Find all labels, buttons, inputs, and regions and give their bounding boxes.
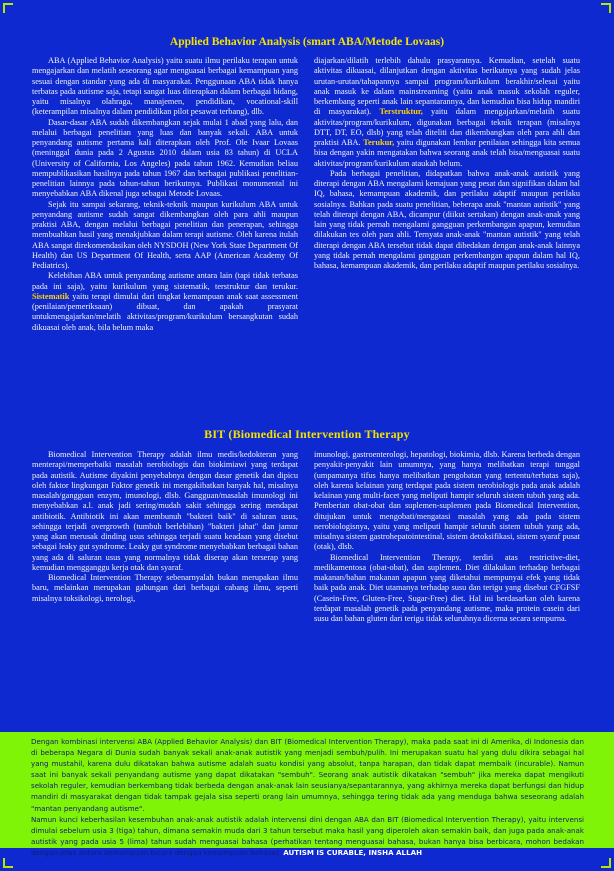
aba-paragraph: Sejak itu sampai sekarang, teknik-teknik maupun kurikulum ABA untuk penyandang autisme sudah sangat dikembangkan oleh para ahli maupun praktisi ABA, dengan melalui berbagai penelitian dan penerapan, sehingga membuahkan hasil yang menakjubkan dalam terapi autisme. Oleh karena itulah ABA sangat direkomendasikan oleh NYSDOH (New York State Department Of Health) dan US Department Of Health, serta AAP (American Academy Of Pediatrics). <box>32 199 298 270</box>
aba-paragraph: Pada berbagai penelitian, didapatkan bahwa anak-anak autistik yang diterapi dengan ABA mengalami kemajuan yang pesat dan signifikan dalam hal IQ, bahasa, kemampuan akademik, dan perilaku adaptif maupun perilaku sosialnya. Bahkan pada suatu penelitian, beberapa anak "mantan autistik" yang telah diterapi dengan ABA, dicampur (diikut sertakan) dengan anak-anak yang lain yang tidak pernah mengalami gangguan perkembangan apapun, kemudian dilakukan tes oleh para ahli. Ternyata anak-anak "mantan autistik" yang telah diterapi dengan ABA tersebut tidak dapat dibedakan dengan anak-anak lainnya yang tidak pernah mengalami gangguan perkembangan apapun dalam hal IQ, bahasa, kemampuan akademik, dan perilaku adaptif maupun perilaku sosialnya. <box>314 168 580 270</box>
conclusion-paragraph <box>31 814 584 858</box>
aba-continuation-text: diajarkan/dilatih terlebih dahulu prasyaratnya. Kemudian, setelah suatu aktivitas dikuasai, dilanjutkan dengan aktivitas berikutnya yang sudah jelas urutan-urutan/tahapannya sampai program/kurikulum berakhir/selesai yaitu anak masuk ke dalam mainstreaming (yaitu anak masuk sekolah reguler, berkembang seperti anak lain sepantarannya, dan kemudian bisa hidup mandiri di masyarakat). <box>314 56 580 117</box>
corner-mark-top-left <box>3 3 13 13</box>
bit-paragraph: imunologi, gastroenterologi, hepatologi, biokimia, dlsb. Karena berbeda dengan penyakit-penyakit lain umumnya, yang hanya melibatkan terapi tunggal (umpamanya tifus hanya melibatkan pengobatan yang tertentu/terbatas saja), oleh karena kelainan yang terdapat pada sistem nerobiologis pada anak adalah kelainan yang multi-facet yang meliputi hampir seluruh sistem tubuh yang ada. Pemberian obat-obat dan suplemen-suplemen pada Biomedical Intervention, ditujukan untuk mengobati/mengatasi masalah yang ada pada sistem nerobiologisnya, yaitu yang meliputi hampir seluruh sistem tubuh yang ada, misalnya sistem gastrohepatointestinal, sistem detoksifikasi, sistem syaraf pusat (otak), dlsb. <box>314 450 580 552</box>
highlight-terstruktur: Terstruktur, <box>379 107 423 117</box>
conclusion-paragraph: Dengan kombinasi intervensi ABA (Applied Behavior Analysis) dan BIT (Biomedical Intervention Therapy), maka pada saat ini di Amerika, di Indonesia dan di beberapa Negara di Dunia sudah banyak sekali anak-anak autistik yang menjadi sembuh/pulih. Ini merupakan suatu hal yang dulu dikira sebagai hal yang mustahil, karena dulu dikatakan bahwa autisme adalah suatu kondisi yang absolut, tanpa harapan, dan tidak dapat membaik (incurable). Namun saat ini banyak sekali penyandang autisme yang dapat dikatakan "sembuh". Seorang anak autistik dikatakan "sembuh" jika mereka dapat mengikuti sekolah reguler, kemudian berkembang tidak berbeda dengan anak-anak lain seusianya/sepantarannya, yang akhirnya mereka dapat berfungsi dan hidup mandiri di masyarakat dengan tidak tampak gejala sisa seperti orang lain umumnya, sehingga tering tidak ada yang menduga bahwa seseorang adalah "mantan penyandang autisme". <box>31 737 584 813</box>
bit-paragraph: Biomedical Intervention Therapy sebenarnyalah bukan merupakan ilmu baru, melainkan merupakan gabungan dari berbagai cabang ilmu, seperti misalnya toksikologi, nerologi, <box>32 573 298 603</box>
highlight-sistematik: Sistematik <box>32 291 70 301</box>
corner-mark-top-right <box>601 3 611 13</box>
aba-paragraph <box>314 56 580 169</box>
aba-left-column <box>32 56 298 333</box>
bit-right-column <box>314 450 580 624</box>
bit-paragraph: Biomedical Intervention Therapy adalah ilmu medis/kedokteran yang menterapi/memperbaiki masalah nerobiologis dan biokimiawi yang terdapat pada autistik. Autisme diyakini penyebabnya dengan dasar genetik dan dipicu oleh faktor lingkungan Faktor genetik ini mengakibatkan banyak hal, misalnya masalah/gangguan enzym, imunologi, dlsb. Gangguan/masalah imunologi ini menyebabkan a.l. anak jadi sering/mudah sakit sehingga sering mendapat antibiotik. Antibiotik ini akan membunuh "bakteri baik" di saluran usus, sehingga terjadi overgrowth (tumbuh berlebihan) "bakteri jahat" dan jamur yang akan merusak dinding usus sehingga terjadi suatu keadaan yang disebut sebagai leaky gut syndrome. Leaky gut syndrome menyebabkan berbagai bahan yang ada di saluran usus yang normalnya tidak diserap akan terserap yang kemudian mengganggu kerja otak dan syaraf. <box>32 450 298 572</box>
curable-slogan: AUTISM IS CURABLE, INSHA ALLAH <box>283 847 423 857</box>
terukur-text: yaitu digunakan lembar penilaian sehingga kita semua bisa dengan yakin mengatakan bahwa seorang anak telah bisa/menguasai suatu aktivitas/program/kurikulum ataukah belum. <box>314 138 581 168</box>
aba-advantages-text: Kelebihan ABA untuk penyandang autisme antara lain (tapi tidak terbatas pada ini saja), yaitu kurikulum yang sistematik, terstruktur dan terukur. <box>32 271 298 291</box>
aba-section-title: Applied Behavior Analysis (smart ABA/Metode Lovaas) <box>169 36 445 48</box>
sistematik-text: yaitu terapi dimulai dari tingkat kemampuan anak saat assessment (penilaian/pemeriksaan) dibuat, dan apakah prasyarat untuk <box>32 291 298 322</box>
bit-section-title: BIT (Biomedical Intervention Therapy <box>204 427 410 441</box>
aba-paragraph: ABA (Applied Behavior Analysis) yaitu suatu ilmu perilaku terapan untuk mengajarkan dan melatih seseorang agar menguasai berbagai kemampuan yang sesuai dengan standar yang ada di masyarakat. Penggunaan ABA tidak hanya terbatas pada autisme saja, tetapi sangat luas diterapkan dalam berbagai bidang, yaitu misalnya olahraga, manajemen, pendidikan, vocational-skill (keterampilan misalnya dalam pendidikan pilot pesawat terbang), dlb. <box>32 56 298 117</box>
terstruktur-text: yaitu dalam mengajarkan/melatih suatu aktivitas/program/kurikulum, digunakan berbagai teknik terapan (misalnya DTT, DT, EO, dlsb) yang telah diteliti dan dikembangkan oleh para ahli dan praktisi ABA. <box>314 107 580 147</box>
bit-left-column <box>32 450 298 604</box>
bit-paragraph: Biomedical Intervention Therapy, terdiri atas restrictive-diet, medikamentosa (obat-obat), dan suplemen. Diet dilakukan terhadap berbagai makanan/bahan makanan apapun yang diketahui mempunyai efek yang tidak baik pada anak. Diet utamanya terhadap susu dan terigu yang disebut CFGFSF (Casein-Free, Gluten-Free, Sugar-Free) diet. Hal ini berdasarkan oleh karena terdapat masalah genetik pada penyandang autisme, maka protein casein dari susu dan bahan gluten dari terigu tidak seluruhnya dicerna secara sempurna. <box>314 552 580 623</box>
aba-paragraph: Dasar-dasar ABA sudah dikembangkan sejak mulai 1 abad yang lalu, dan melalui berbagai penelitian yang luas dan banyak sekali. ABA untuk penyandang autisme pertama kali diterapkan oleh Prof. Ole Ivaar Lovaas (meninggal dunia pada 2 Agustus 2010 dalam usia 83 tahun) di UCLA (University of California, Los Angeles) pada tahun 1962. Kemudian beliau mempublikasikan hasilnya pada tahun 1967 dan berbagai publikasi penelitian-penelitian lainnya pada tahun-tahun berikutnya. Publikasi monumental ini menyebabkan ABA dikenal juga sebagai Metode Lovaas. <box>32 117 298 199</box>
highlight-terukur: Terukur, <box>363 138 395 147</box>
conclusion-box <box>0 732 614 857</box>
corner-mark-bottom-left <box>3 858 13 868</box>
conclusion-text: Namun kunci keberhasilan kesembuhan anak-anak autistik adalah intervensi dini dengan ABA dan BIT (Biomedical Intervention Therapy), yaitu intervensi dimulai sebelum usia 3 (tiga) tahun, dimana semakin muda dari 3 tahun tersebut maka hasil yang diperoleh akan semakin baik, dan juga pada anak-anak autistik yang pada usia 5 (lima) tahun sudah menguasai bahasa (perhatikan tentang menguasai bahasa, bukan hanya bisa berbicara, mohon bedakan dengan jelas antara kemampuan bicara dengan kemampuan bahasa). <box>31 814 584 857</box>
corner-mark-bottom-right <box>601 858 611 868</box>
aba-right-column <box>314 56 580 271</box>
aba-paragraph <box>32 271 298 333</box>
aba-continued-text: mengajarkan/melatih aktivitas/program/kurikulum bersangkutan sudah dikuasai oleh anak, bila belum maka <box>32 312 298 332</box>
